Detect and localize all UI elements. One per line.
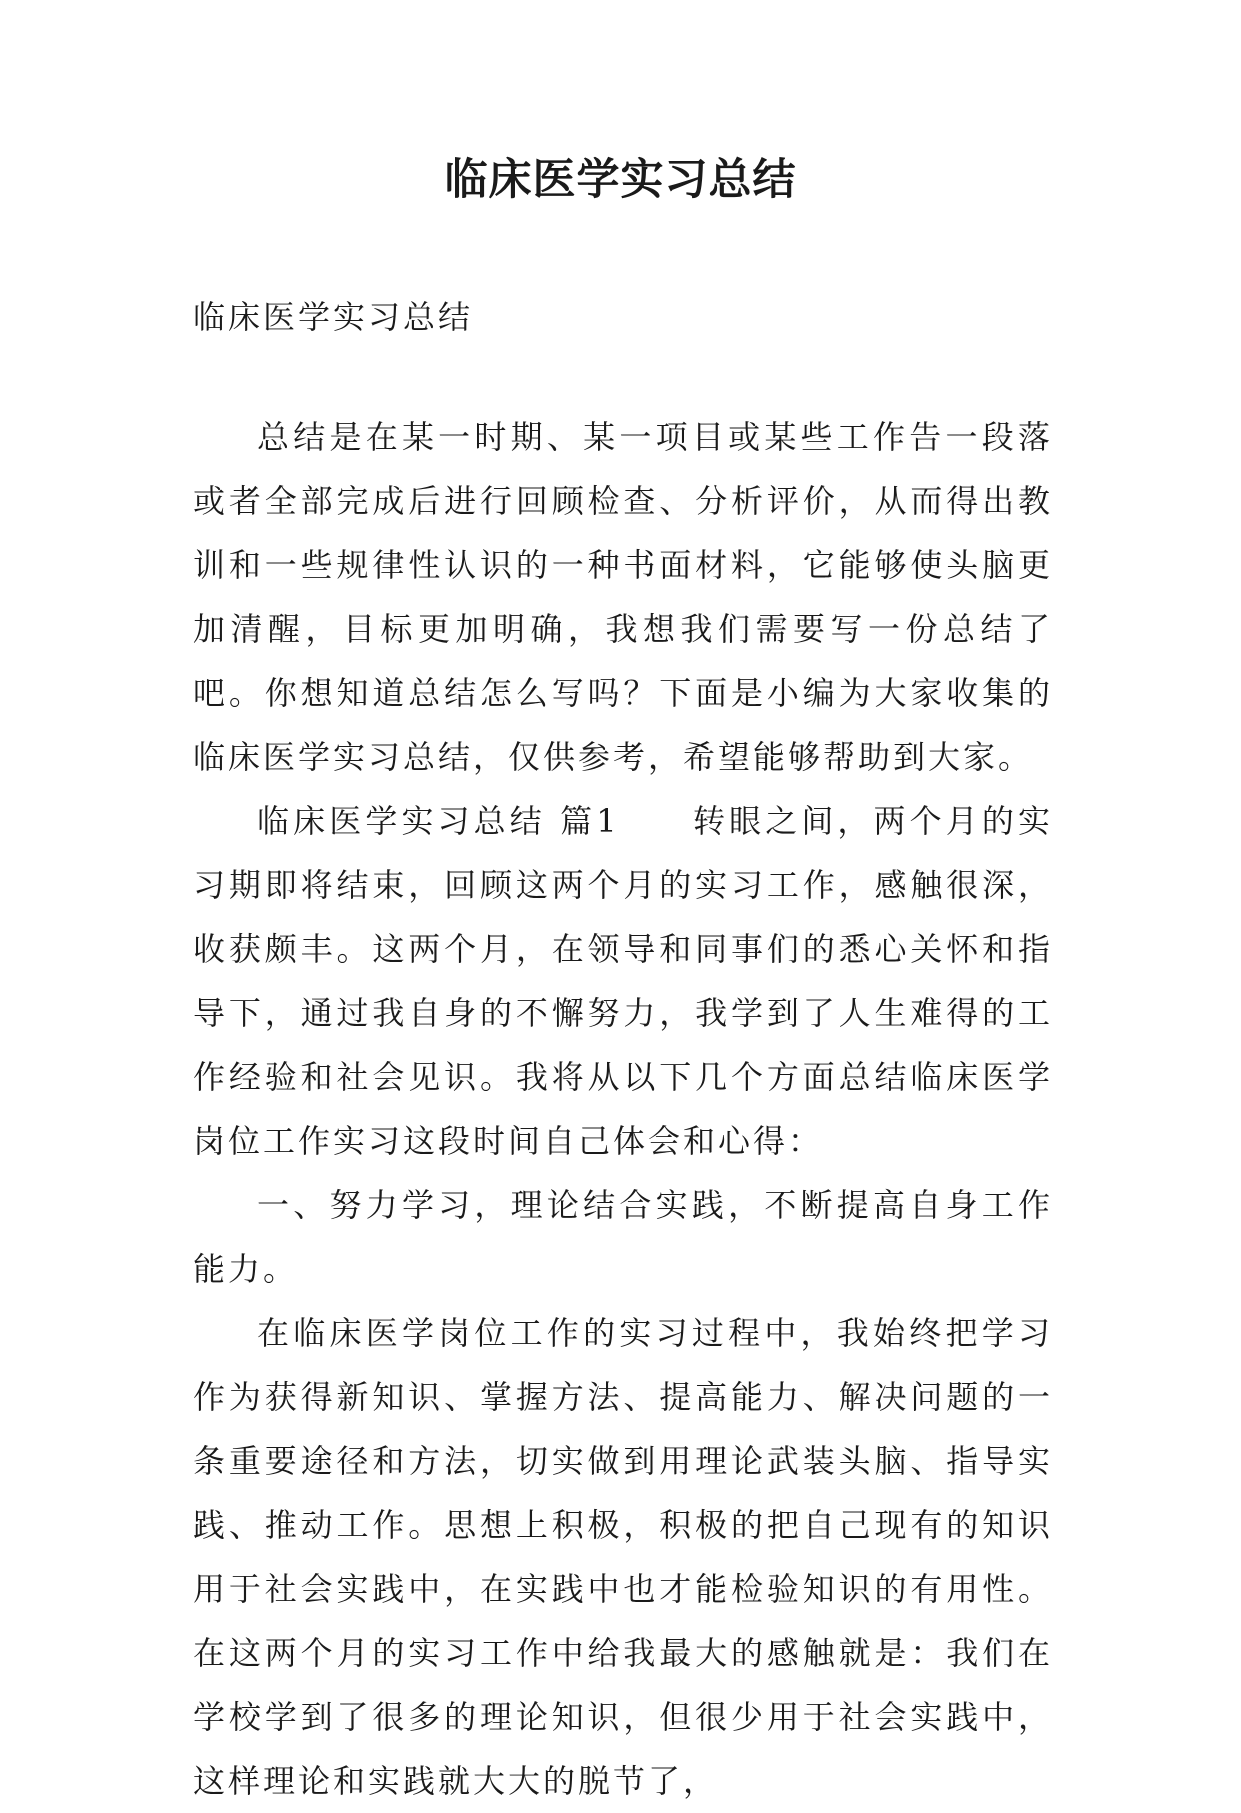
document-title: 临床医学实习总结: [444, 155, 797, 205]
paragraph-heading-1: 一、努力学习，理论结合实践，不断提高自身工作能力。: [193, 1186, 1053, 1288]
document-body: [193, 405, 1053, 1813]
paragraph-intro: 总结是在某一时期、某一项目或某些工作告一段落或者全部完成后进行回顾检查、分析评价，从而得出教训和一些规律性认识的一种书面材料，它能够使头脑更加清醒，目标更加明确，我想我们需要写一份总结了吧。你想知道总结怎么写吗？下面是小编为大家收集的临床医学实习总结，仅供参考，希望能够帮助到大家。: [193, 418, 1053, 776]
document-subtitle: 临床医学实习总结: [193, 298, 474, 336]
paragraph-section-1: 临床医学实习总结 篇1 转眼之间，两个月的实习期即将结束，回顾这两个月的实习工作，感触很深，收获颇丰。这两个月，在领导和同事们的悉心关怀和指导下，通过我自身的不懈努力，我学到了人生难得的工作经验和社会见识。我将从以下几个方面总结临床医学岗位工作实习这段时间自己体会和心得：: [193, 802, 1053, 1160]
paragraph-body-1: 在临床医学岗位工作的实习过程中，我始终把学习作为获得新知识、掌握方法、提高能力、解决问题的一条重要途径和方法，切实做到用理论武装头脑、指导实践、推动工作。思想上积极，积极的把自己现有的知识用于社会实践中，在实践中也才能检验知识的有用性。在这两个月的实习工作中给我最大的感触就是：我们在学校学到了很多的理论知识，但很少用于社会实践中，这样理论和实践就大大的脱节了，: [193, 1314, 1053, 1800]
